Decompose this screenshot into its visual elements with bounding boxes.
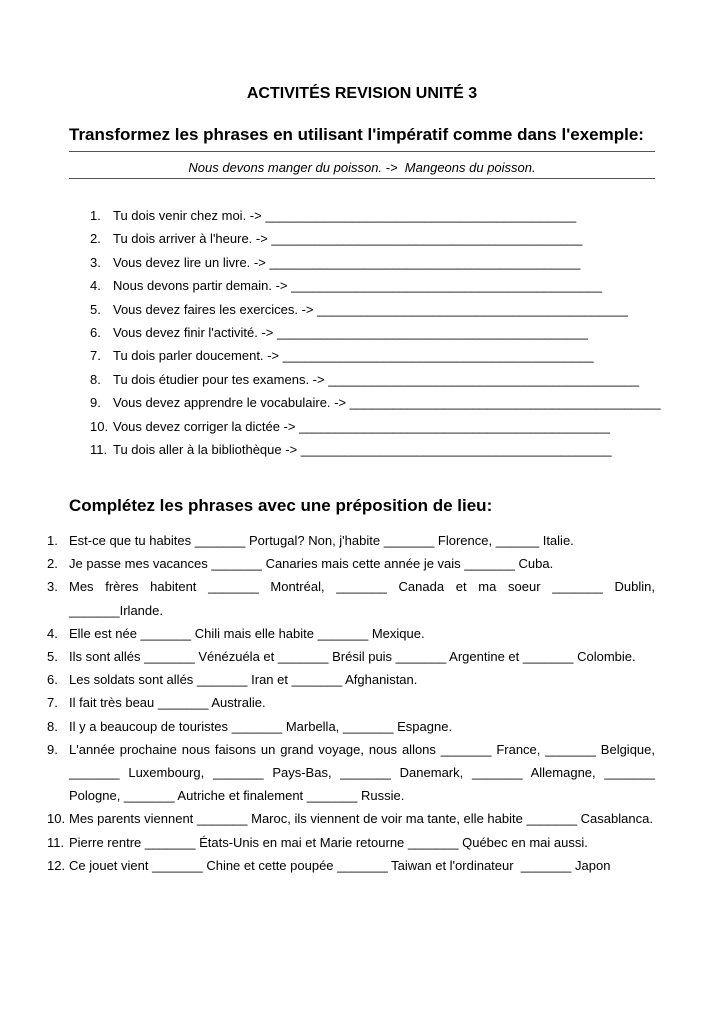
- item-number: 5.: [47, 649, 58, 665]
- item-number: 9.: [90, 395, 101, 411]
- list-item: [47, 691, 655, 714]
- item-number: 1.: [47, 533, 58, 548]
- page-title: ACTIVITÉS REVISION UNITÉ 3: [246, 85, 478, 102]
- item-number: 4.: [90, 278, 101, 294]
- item-number: 11.: [90, 441, 108, 457]
- item-text: Vous devez faires les exercices. -> ___________________________________________: [113, 301, 629, 317]
- list-item: [90, 254, 661, 277]
- item-number: 8.: [90, 371, 101, 387]
- item-number: 1.: [90, 208, 101, 223]
- section1-heading: Transformez les phrases en utilisant l'impératif comme dans l'exemple:: [69, 125, 644, 144]
- item-text: Il fait très beau _______ Australie.: [69, 695, 266, 711]
- example-top-rule: [69, 151, 655, 152]
- item-text: Mes parents viennent _______ Maroc, ils viennent de voir ma tante, elle habite _______ Casablanca.: [69, 811, 653, 827]
- item-number: 3.: [47, 579, 58, 595]
- item-text: Ils sont allés _______ Vénézuéla et _______ Brésil puis _______ Argentine et _______ Colombie.: [69, 649, 636, 665]
- item-text: Vous devez corriger la dictée -> ___________________________________________: [113, 418, 610, 434]
- list-item: [47, 831, 655, 854]
- list-item: [47, 854, 655, 877]
- item-text: Il y a beaucoup de touristes _______ Marbella, _______ Espagne.: [69, 718, 453, 734]
- list-item: [90, 394, 661, 417]
- item-text: Tu dois parler doucement. -> ___________________________________________: [113, 348, 594, 364]
- item-text: Tu dois venir chez moi. -> ___________________________________________: [113, 208, 577, 223]
- item-text: Vous devez finir l'activité. -> ___________________________________________: [113, 324, 588, 340]
- preposition-exercise-list: [47, 529, 655, 877]
- item-text: Vous devez lire un livre. -> ___________________________________________: [113, 254, 581, 270]
- list-item: [47, 622, 655, 645]
- list-item: [90, 347, 661, 370]
- imperative-exercise-list: [90, 207, 661, 464]
- list-item: [90, 207, 661, 230]
- item-number: 7.: [47, 695, 58, 711]
- item-number: 3.: [90, 254, 101, 270]
- item-text: Vous devez apprendre le vocabulaire. -> ___________________________________________: [113, 395, 661, 411]
- item-text: Je passe mes vacances _______ Canaries mais cette année je vais _______ Cuba.: [69, 556, 554, 572]
- item-number: 5.: [90, 301, 101, 317]
- item-text: L'année prochaine nous faisons un grand voyage, nous allons _______ France, _______ Belgique, _______ Luxembourg, _______ Pays-Bas, _______ Danemark, _______ Allemagne, _______ Pologne, _______ Autriche et finalement _______ Russie.: [69, 741, 655, 804]
- list-item: [47, 668, 655, 691]
- item-number: 7.: [90, 348, 101, 364]
- list-item: [90, 277, 661, 300]
- list-item: [47, 529, 655, 552]
- item-text: Pierre rentre _______ États-Unis en mai et Marie retourne _______ Québec en mai aussi.: [69, 834, 588, 850]
- list-item: [47, 715, 655, 738]
- item-number: 2.: [90, 231, 101, 247]
- item-text: Est-ce que tu habites _______ Portugal? Non, j'habite _______ Florence, ______ Italie.: [69, 533, 574, 548]
- item-number: 2.: [47, 556, 58, 572]
- list-item: [47, 738, 655, 808]
- item-text: Tu dois arriver à l'heure. -> ___________________________________________: [113, 231, 583, 247]
- item-number: 10.: [90, 418, 109, 434]
- item-text: Tu dois aller à la bibliothèque -> ___________________________________________: [113, 441, 612, 457]
- list-item: [47, 552, 655, 575]
- item-number: 10.: [47, 811, 66, 827]
- item-text: Mes frères habitent _______ Montréal, _______ Canada et ma soeur _______ Dublin, _______Irlande.: [69, 579, 655, 618]
- item-text: Tu dois étudier pour tes examens. -> ___________________________________________: [113, 371, 640, 387]
- list-item: [47, 807, 655, 830]
- item-number: 9.: [47, 741, 58, 757]
- item-number: 11.: [47, 834, 65, 850]
- item-text: Nous devons partir demain. -> ___________________________________________: [113, 278, 603, 294]
- list-item: [90, 371, 661, 394]
- item-text: Elle est née _______ Chili mais elle habite _______ Mexique.: [69, 625, 425, 641]
- item-number: 4.: [47, 625, 58, 641]
- example-bottom-rule: [69, 178, 655, 179]
- item-number: 6.: [90, 324, 101, 340]
- list-item: [90, 301, 661, 324]
- list-item: [47, 575, 655, 621]
- item-number: 8.: [47, 718, 58, 734]
- item-text: Ce jouet vient _______ Chine et cette poupée _______ Taiwan et l'ordinateur _______ Japon: [69, 857, 611, 873]
- list-item: [90, 441, 661, 464]
- example-sentence: Nous devons manger du poisson. -> Mangeons du poisson.: [188, 160, 536, 175]
- list-item: [47, 645, 655, 668]
- item-number: 6.: [47, 672, 58, 688]
- item-number: 12.: [47, 857, 66, 873]
- list-item: [90, 324, 661, 347]
- list-item: [90, 418, 661, 441]
- item-text: Les soldats sont allés _______ Iran et _______ Afghanistan.: [69, 672, 418, 688]
- section2-heading: Complétez les phrases avec une préposition de lieu:: [69, 496, 493, 515]
- list-item: [90, 230, 661, 253]
